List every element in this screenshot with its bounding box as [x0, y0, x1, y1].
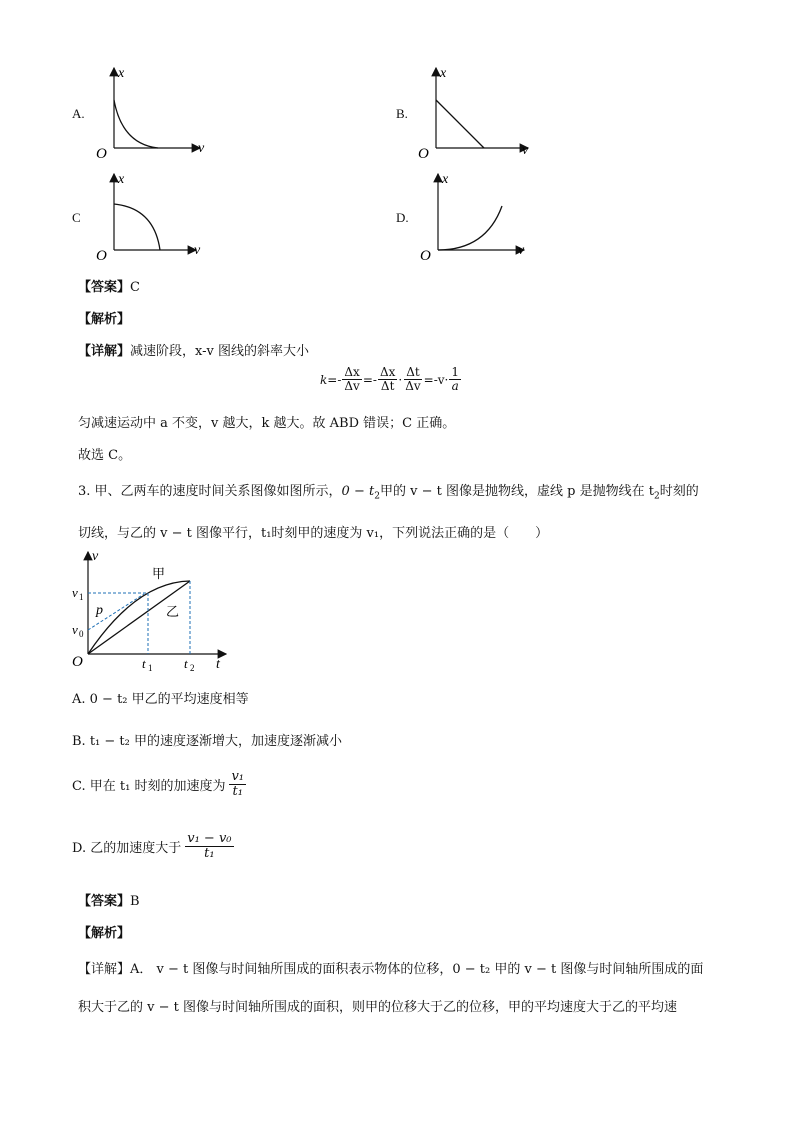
svg-text:v: v	[72, 585, 78, 600]
q3-option-d: D. 乙的加速度大于 $\frac{\text{v₁ − v₀}}{\text{t₁}}$	[72, 831, 232, 862]
svg-text:v: v	[522, 143, 529, 158]
svg-text:O: O	[96, 248, 107, 264]
q2-formula: k=- $\frac{\Delta x}{\Delta v}$ =- $\frac{\Delta x}{\Delta t}$ · $\frac{\Delta t}{\Delta v}$ =-v· $\frac{1}{a}$	[320, 365, 460, 394]
option-d-label: D.	[396, 210, 409, 225]
q2-analysis-tag: 【解析】	[78, 312, 131, 327]
q3-detail-line1: 【详解】A． v − t 图像与时间轴所围成的面积表示物体的位移，0 − t₂ 甲的 v − t 图像与时间轴所围成的面	[78, 962, 704, 977]
q3-option-a: A. 0 − t₂ 甲乙的平均速度相等	[72, 692, 249, 707]
q3-stem-line1: 3. 甲、乙两车的速度时间关系图像如图所示，$0 - t_2$甲的 v − t 图像是抛物线，虚线 p 是抛物线在 $t_2$时刻的	[78, 484, 699, 502]
svg-text:v: v	[518, 243, 525, 258]
svg-text:x: x	[118, 172, 125, 187]
svg-text:O: O	[418, 146, 429, 162]
svg-text:t: t	[142, 656, 146, 671]
svg-text:2: 2	[190, 663, 195, 672]
q2-detail: 【详解】减速阶段，x-v 图线的斜率大小	[78, 344, 309, 359]
svg-text:t: t	[216, 657, 220, 672]
option-b-graph	[414, 62, 534, 162]
svg-text:x: x	[442, 172, 449, 187]
svg-text:x: x	[440, 66, 447, 81]
option-c-graph	[92, 168, 212, 268]
q3-analysis-tag: 【解析】	[78, 926, 131, 941]
svg-text:O: O	[96, 146, 107, 162]
q3-detail-line2: 积大于乙的 v − t 图像与时间轴所围成的面积，则甲的位移大于乙的位移，甲的平均速度大于乙的平均速	[78, 1000, 677, 1015]
svg-text:1: 1	[79, 592, 84, 602]
svg-text:乙: 乙	[166, 604, 180, 619]
svg-text:O: O	[420, 248, 431, 264]
svg-text:v: v	[92, 549, 99, 564]
q2-answer: 【答案】C	[78, 280, 140, 295]
option-a-label: A.	[72, 106, 85, 121]
svg-text:甲: 甲	[152, 566, 166, 581]
svg-text:0: 0	[79, 629, 84, 639]
option-a-graph	[92, 62, 212, 162]
svg-text:t: t	[184, 656, 188, 671]
svg-text:v: v	[194, 243, 201, 258]
axis-label: x	[118, 66, 125, 81]
q3-stem-line2: 切线，与乙的 v − t 图像平行，t₁时刻甲的速度为 v₁，下列说法正确的是（ ）	[78, 526, 549, 541]
svg-text:v: v	[72, 622, 78, 637]
q2-conclusion: 匀减速运动中 a 不变，v 越大，k 越大。故 ABD 错误；C 正确。	[78, 416, 456, 431]
svg-text:O: O	[72, 654, 83, 670]
q2-choice: 故选 C。	[78, 448, 132, 463]
option-d-graph	[416, 168, 536, 268]
option-c-label: C	[72, 210, 81, 225]
svg-text:v: v	[198, 141, 205, 156]
q3-vt-graph	[66, 546, 236, 672]
svg-text:p: p	[96, 603, 103, 618]
q3-option-c: C. 甲在 t₁ 时刻的加速度为 $\frac{\text{v₁}}{\text{t₁}}$	[72, 769, 245, 800]
svg-text:1: 1	[148, 663, 153, 672]
q3-answer: 【答案】B	[78, 894, 140, 909]
q3-option-b: B. t₁ − t₂ 甲的速度逐渐增大，加速度逐渐减小	[72, 734, 342, 749]
option-b-label: B.	[396, 106, 408, 121]
